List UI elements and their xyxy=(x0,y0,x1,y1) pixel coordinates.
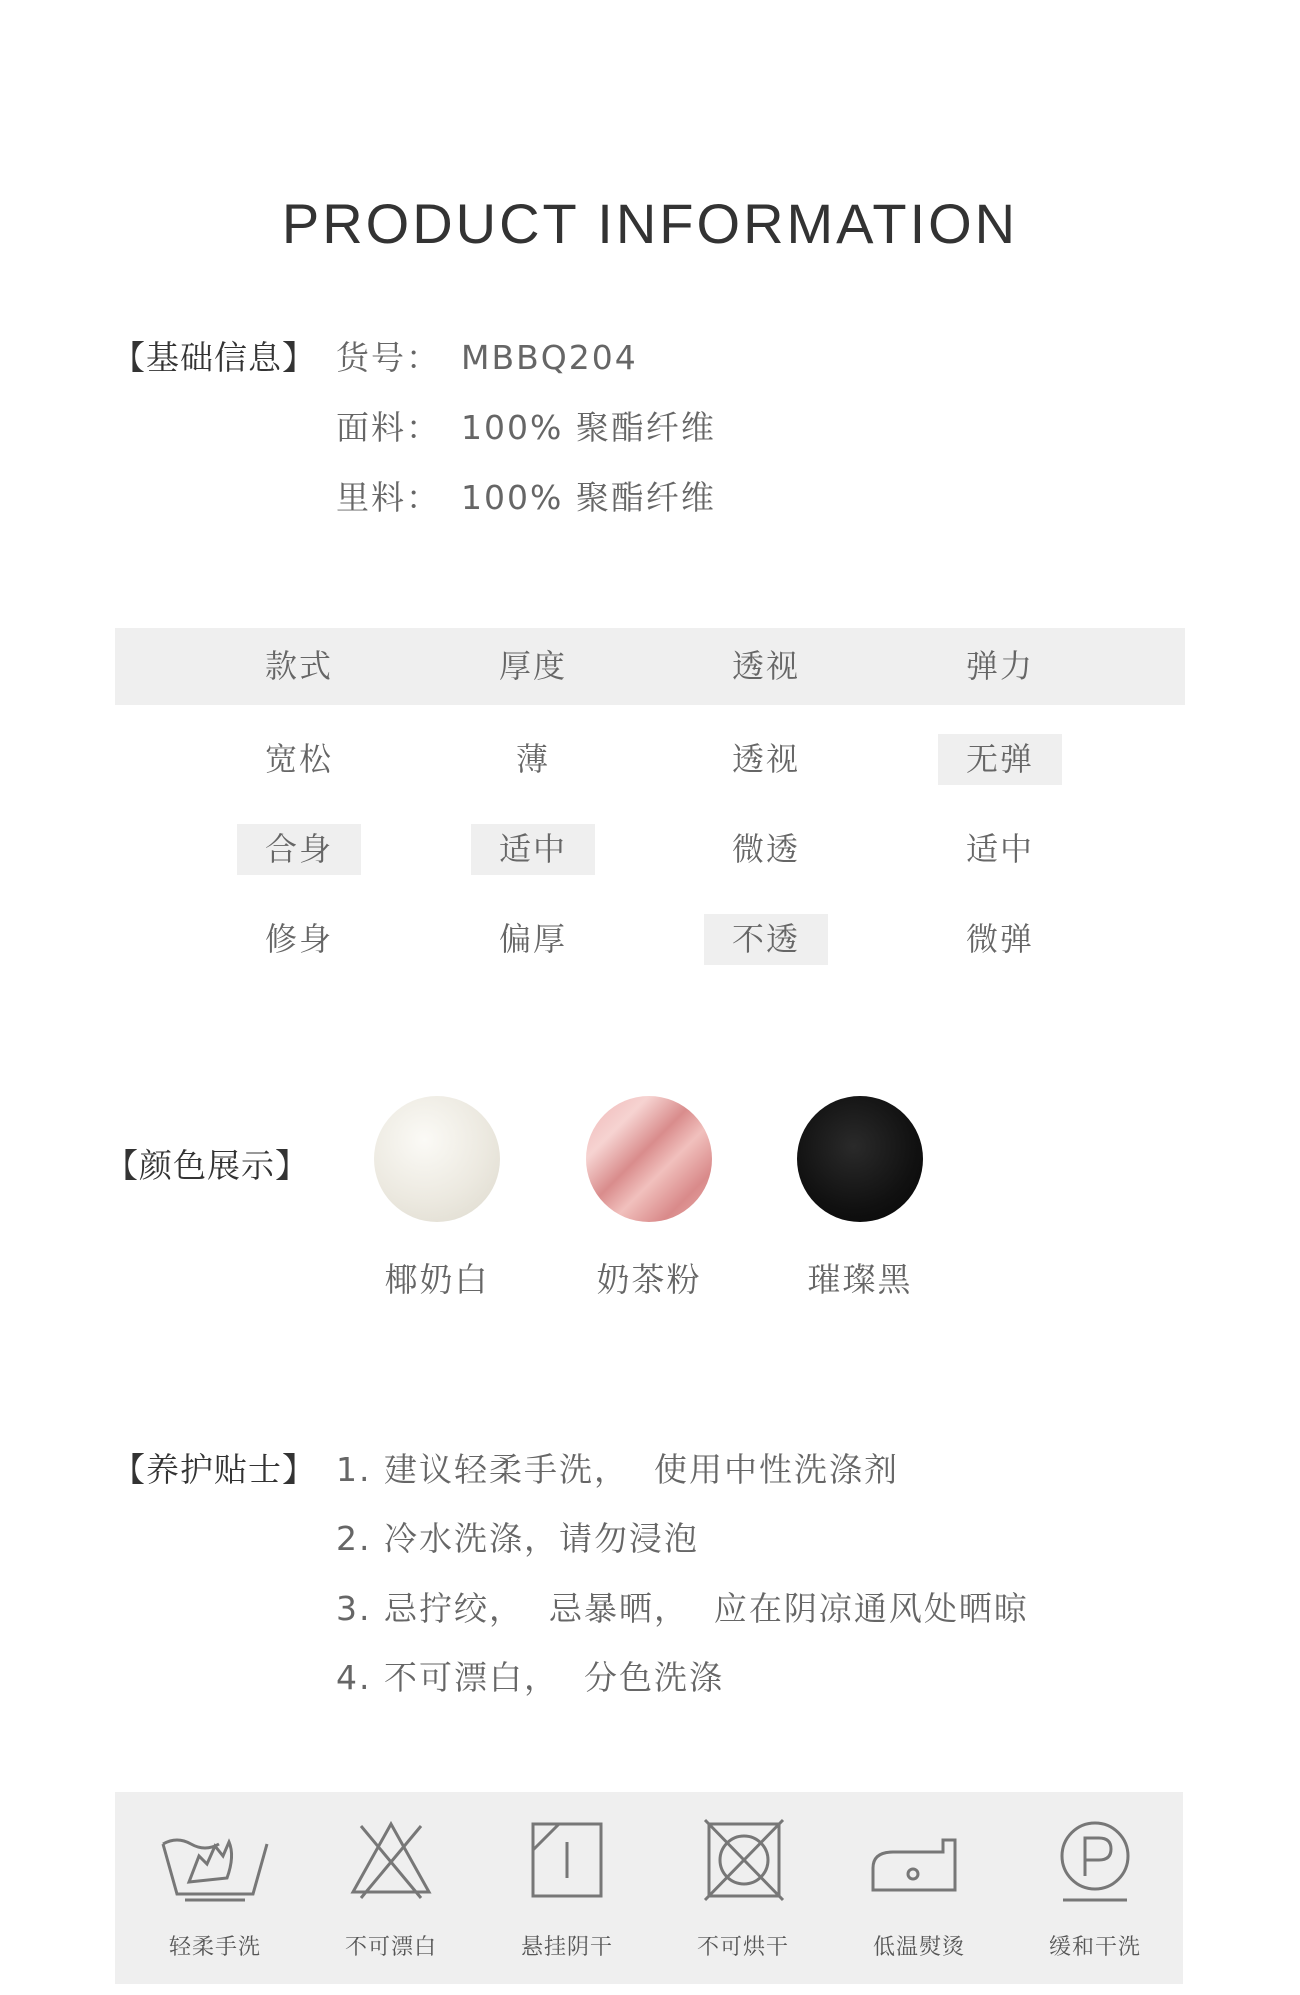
care-tip: 1. 建议轻柔手洗， 使用中性洗涤剂 xyxy=(336,1450,899,1489)
attribute-header-transparency: 透视 xyxy=(731,647,800,685)
attribute-option-selected: 无弹 xyxy=(938,734,1062,785)
attribute-option: 偏厚 xyxy=(498,920,567,958)
care-tip: 3. 忌拧绞， 忌暴晒， 应在阴凉通风处晒晾 xyxy=(336,1589,1029,1628)
color-name: 椰奶白 xyxy=(384,1260,490,1299)
color-name: 璀璨黑 xyxy=(807,1260,913,1299)
attribute-option: 微透 xyxy=(731,830,800,868)
care-tip: 2. 冷水洗涤，请勿浸泡 xyxy=(336,1519,699,1558)
basic-value: MBBQ204 xyxy=(461,338,638,377)
attribute-option: 宽松 xyxy=(264,740,333,778)
dry-clean-icon xyxy=(1035,1816,1155,1904)
color-name: 奶茶粉 xyxy=(596,1260,702,1299)
attribute-option: 修身 xyxy=(264,920,333,958)
care-icon-label: 缓和干洗 xyxy=(1048,1935,1141,1960)
no-tumble-dry-icon xyxy=(683,1816,803,1904)
care-icon-label: 低温熨烫 xyxy=(872,1935,965,1960)
basic-value: 100% 聚酯纤维 xyxy=(461,408,716,447)
attribute-option: 微弹 xyxy=(965,920,1034,958)
care-icon-label: 不可烘干 xyxy=(696,1935,789,1960)
basic-value: 100% 聚酯纤维 xyxy=(461,478,716,517)
basic-key: 里料： xyxy=(336,478,441,517)
attribute-header-style: 款式 xyxy=(264,647,333,685)
no-bleach-icon xyxy=(331,1816,451,1904)
care-tips-label: 【养护贴士】 xyxy=(112,1450,316,1489)
care-icon-label: 不可漂白 xyxy=(344,1935,437,1960)
page-title: PRODUCT INFORMATION xyxy=(281,192,1019,255)
attribute-header-thickness: 厚度 xyxy=(498,647,567,685)
basic-info-label: 【基础信息】 xyxy=(112,338,316,377)
attribute-option: 薄 xyxy=(515,740,550,778)
color-display-label: 【颜色展示】 xyxy=(105,1146,309,1185)
basic-row-fabric xyxy=(336,402,716,449)
low-iron-icon xyxy=(859,1816,979,1904)
attribute-option: 适中 xyxy=(965,830,1034,868)
color-swatch-coconut-white[interactable] xyxy=(374,1096,500,1222)
basic-row-lining xyxy=(336,472,716,519)
basic-row-sku xyxy=(336,332,638,379)
care-symbols-panel xyxy=(115,1792,1183,1984)
color-swatch-brilliant-black[interactable] xyxy=(797,1096,923,1222)
care-tip: 4. 不可漂白， 分色洗涤 xyxy=(336,1658,724,1697)
basic-key: 货号： xyxy=(336,338,441,377)
hand-wash-icon xyxy=(155,1816,275,1904)
attribute-option-selected: 不透 xyxy=(704,914,828,965)
attribute-header-elasticity: 弹力 xyxy=(965,647,1034,685)
care-icon-label: 轻柔手洗 xyxy=(168,1935,261,1960)
color-swatch-milk-tea-pink[interactable] xyxy=(586,1096,712,1222)
care-icon-label: 悬挂阴干 xyxy=(520,1935,613,1960)
hang-dry-shade-icon xyxy=(507,1816,627,1904)
attribute-option-selected: 适中 xyxy=(471,824,595,875)
basic-key: 面料： xyxy=(336,408,441,447)
attribute-option-selected: 合身 xyxy=(237,824,361,875)
attribute-option: 透视 xyxy=(731,740,800,778)
